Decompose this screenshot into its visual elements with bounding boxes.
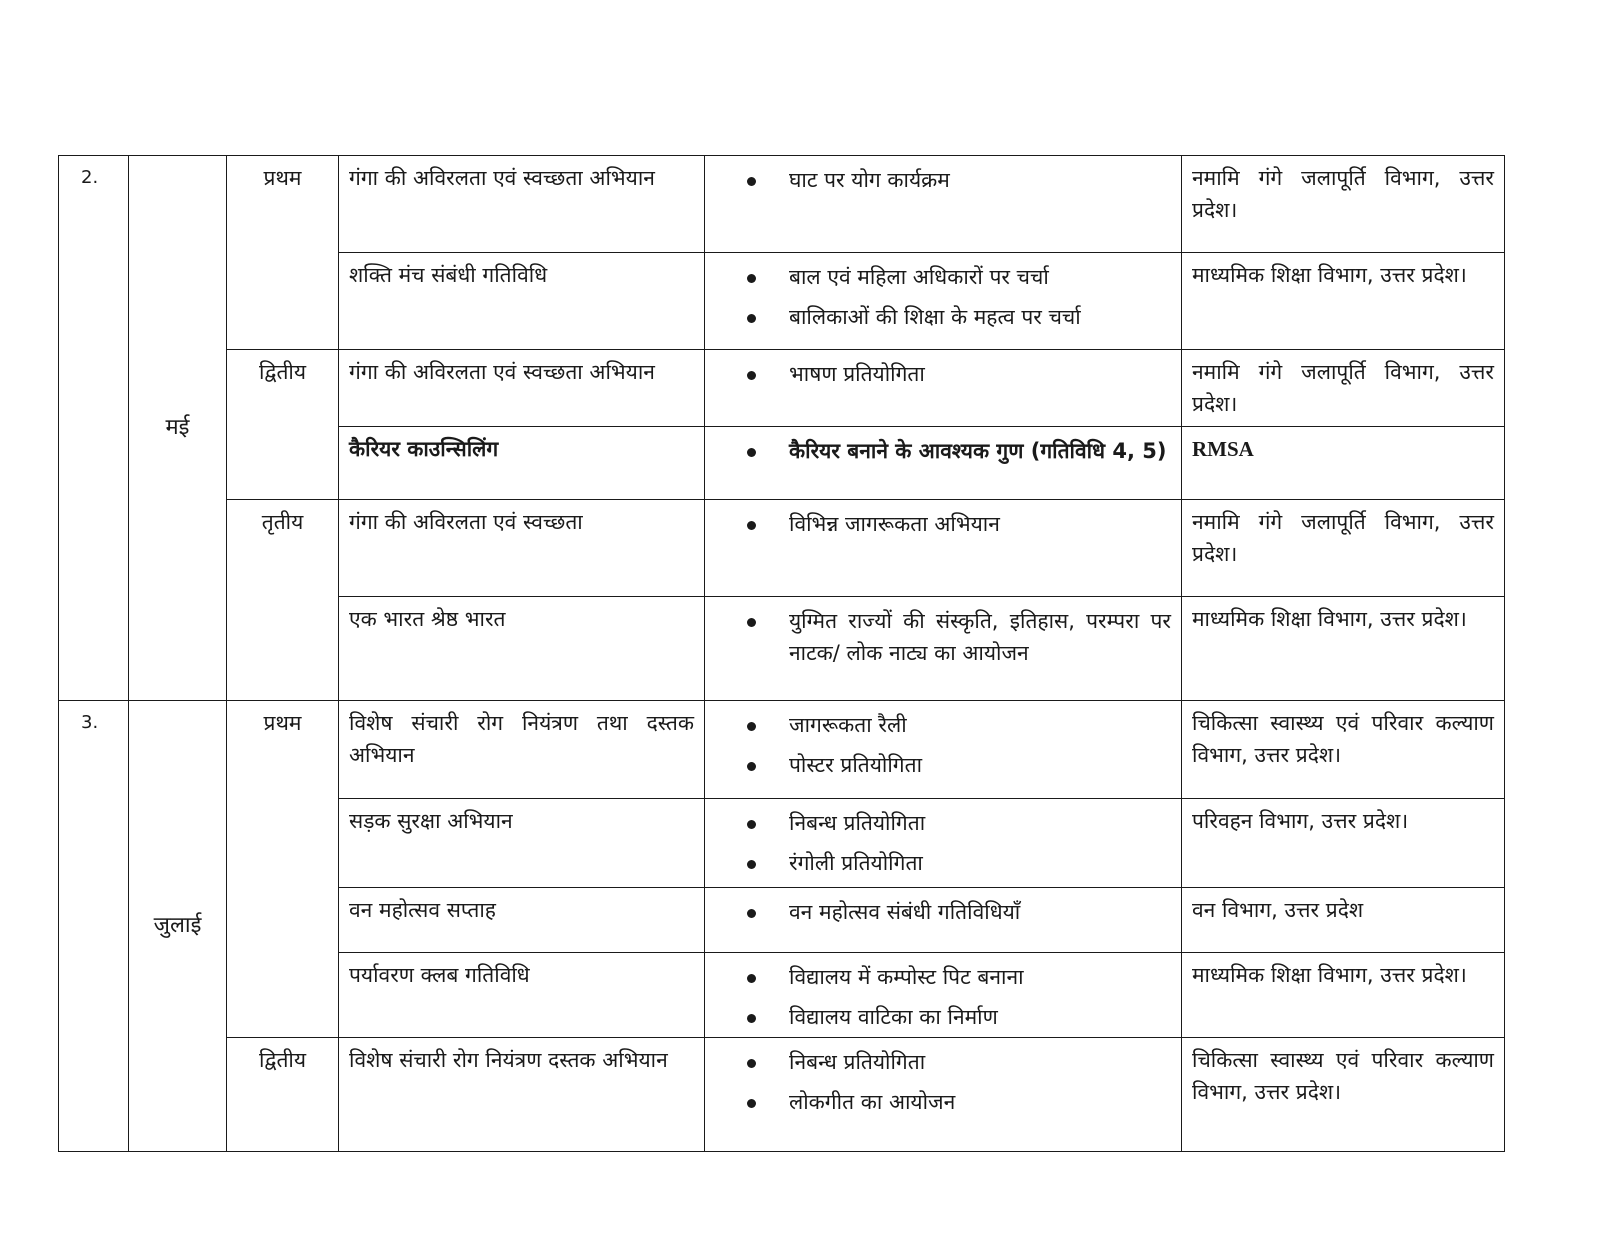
sub-activity-item: निबन्ध प्रतियोगिता — [747, 1046, 1171, 1078]
sub-activities-cell — [705, 953, 1182, 1038]
sub-activities-cell — [705, 1038, 1182, 1152]
sub-activity-list — [747, 435, 1171, 467]
activity-cell: कैरियर काउन्सिलिंग — [339, 427, 705, 500]
activity-cell: गंगा की अविरलता एवं स्वच्छता अभियान — [339, 350, 705, 427]
activity-cell: पर्यावरण क्लब गतिविधि — [339, 953, 705, 1038]
department-cell: नमामि गंगे जलापूर्ति विभाग, उत्तर प्रदेश। — [1182, 156, 1505, 253]
department-cell: चिकित्सा स्वास्थ्य एवं परिवार कल्याण विभाग, उत्तर प्रदेश। — [1182, 701, 1505, 799]
department-cell: माध्यमिक शिक्षा विभाग, उत्तर प्रदेश। — [1182, 253, 1505, 350]
sub-activity-item: कैरियर बनाने के आवश्यक गुण (गतिविधि 4, 5) — [747, 435, 1171, 467]
sub-activity-list — [747, 508, 1171, 540]
department-cell: माध्यमिक शिक्षा विभाग, उत्तर प्रदेश। — [1182, 597, 1505, 701]
serial-number: 3. — [59, 701, 129, 1152]
week-cell: प्रथम — [227, 156, 339, 350]
sub-activity-list — [747, 961, 1171, 1033]
week-cell: द्वितीय — [227, 1038, 339, 1152]
sub-activity-list — [747, 896, 1171, 928]
department-cell: माध्यमिक शिक्षा विभाग, उत्तर प्रदेश। — [1182, 953, 1505, 1038]
sub-activity-item: रंगोली प्रतियोगिता — [747, 847, 1171, 879]
week-cell: द्वितीय — [227, 350, 339, 500]
sub-activity-list — [747, 807, 1171, 879]
week-cell: तृतीय — [227, 500, 339, 701]
activity-cell: शक्ति मंच संबंधी गतिविधि — [339, 253, 705, 350]
sub-activity-list — [747, 1046, 1171, 1118]
sub-activity-list — [747, 261, 1171, 333]
activity-cell: गंगा की अविरलता एवं स्वच्छता अभियान — [339, 156, 705, 253]
activity-cell: सड़क सुरक्षा अभियान — [339, 799, 705, 888]
sub-activity-item: जागरूकता रैली — [747, 709, 1171, 741]
sub-activity-item: विभिन्न जागरूकता अभियान — [747, 508, 1171, 540]
sub-activity-item: लोकगीत का आयोजन — [747, 1086, 1171, 1118]
department-cell: नमामि गंगे जलापूर्ति विभाग, उत्तर प्रदेश। — [1182, 350, 1505, 427]
sub-activity-item: पोस्टर प्रतियोगिता — [747, 749, 1171, 781]
sub-activity-item: विद्यालय में कम्पोस्ट पिट बनाना — [747, 961, 1171, 993]
table-row — [59, 701, 1505, 799]
sub-activities-cell — [705, 427, 1182, 500]
sub-activity-item: बालिकाओं की शिक्षा के महत्व पर चर्चा — [747, 301, 1171, 333]
department-cell: चिकित्सा स्वास्थ्य एवं परिवार कल्याण विभाग, उत्तर प्रदेश। — [1182, 1038, 1505, 1152]
sub-activity-item: बाल एवं महिला अधिकारों पर चर्चा — [747, 261, 1171, 293]
table-row — [59, 156, 1505, 253]
serial-number: 2. — [59, 156, 129, 701]
activity-cell: विशेष संचारी रोग नियंत्रण दस्तक अभियान — [339, 1038, 705, 1152]
department-cell: परिवहन विभाग, उत्तर प्रदेश। — [1182, 799, 1505, 888]
sub-activity-item: निबन्ध प्रतियोगिता — [747, 807, 1171, 839]
activity-cell: एक भारत श्रेष्ठ भारत — [339, 597, 705, 701]
table-row — [59, 1038, 1505, 1152]
sub-activity-list — [747, 164, 1171, 196]
activity-cell: वन महोत्सव सप्ताह — [339, 888, 705, 953]
sub-activities-cell — [705, 350, 1182, 427]
sub-activity-item: घाट पर योग कार्यक्रम — [747, 164, 1171, 196]
month-cell: जुलाई — [129, 701, 227, 1152]
sub-activity-list — [747, 358, 1171, 390]
sub-activity-item: युग्मित राज्यों की संस्कृति, इतिहास, परम्परा पर नाटक/ लोक नाट्य का आयोजन — [747, 605, 1171, 669]
sub-activities-cell — [705, 156, 1182, 253]
sub-activity-item: विद्यालय वाटिका का निर्माण — [747, 1001, 1171, 1033]
sub-activities-cell — [705, 799, 1182, 888]
activity-schedule-table — [58, 155, 1505, 1152]
sub-activities-cell — [705, 888, 1182, 953]
sub-activities-cell — [705, 597, 1182, 701]
sub-activities-cell — [705, 500, 1182, 597]
activity-cell: विशेष संचारी रोग नियंत्रण तथा दस्तक अभियान — [339, 701, 705, 799]
sub-activity-list — [747, 709, 1171, 781]
table-row — [59, 350, 1505, 427]
sub-activity-item: भाषण प्रतियोगिता — [747, 358, 1171, 390]
department-cell: RMSA — [1182, 427, 1505, 500]
activity-cell: गंगा की अविरलता एवं स्वच्छता — [339, 500, 705, 597]
week-cell: प्रथम — [227, 701, 339, 1038]
table-row — [59, 500, 1505, 597]
department-cell: नमामि गंगे जलापूर्ति विभाग, उत्तर प्रदेश। — [1182, 500, 1505, 597]
sub-activities-cell — [705, 253, 1182, 350]
sub-activity-item: वन महोत्सव संबंधी गतिविधियाँ — [747, 896, 1171, 928]
sub-activities-cell — [705, 701, 1182, 799]
month-cell: मई — [129, 156, 227, 701]
department-cell: वन विभाग, उत्तर प्रदेश — [1182, 888, 1505, 953]
sub-activity-list — [747, 605, 1171, 669]
